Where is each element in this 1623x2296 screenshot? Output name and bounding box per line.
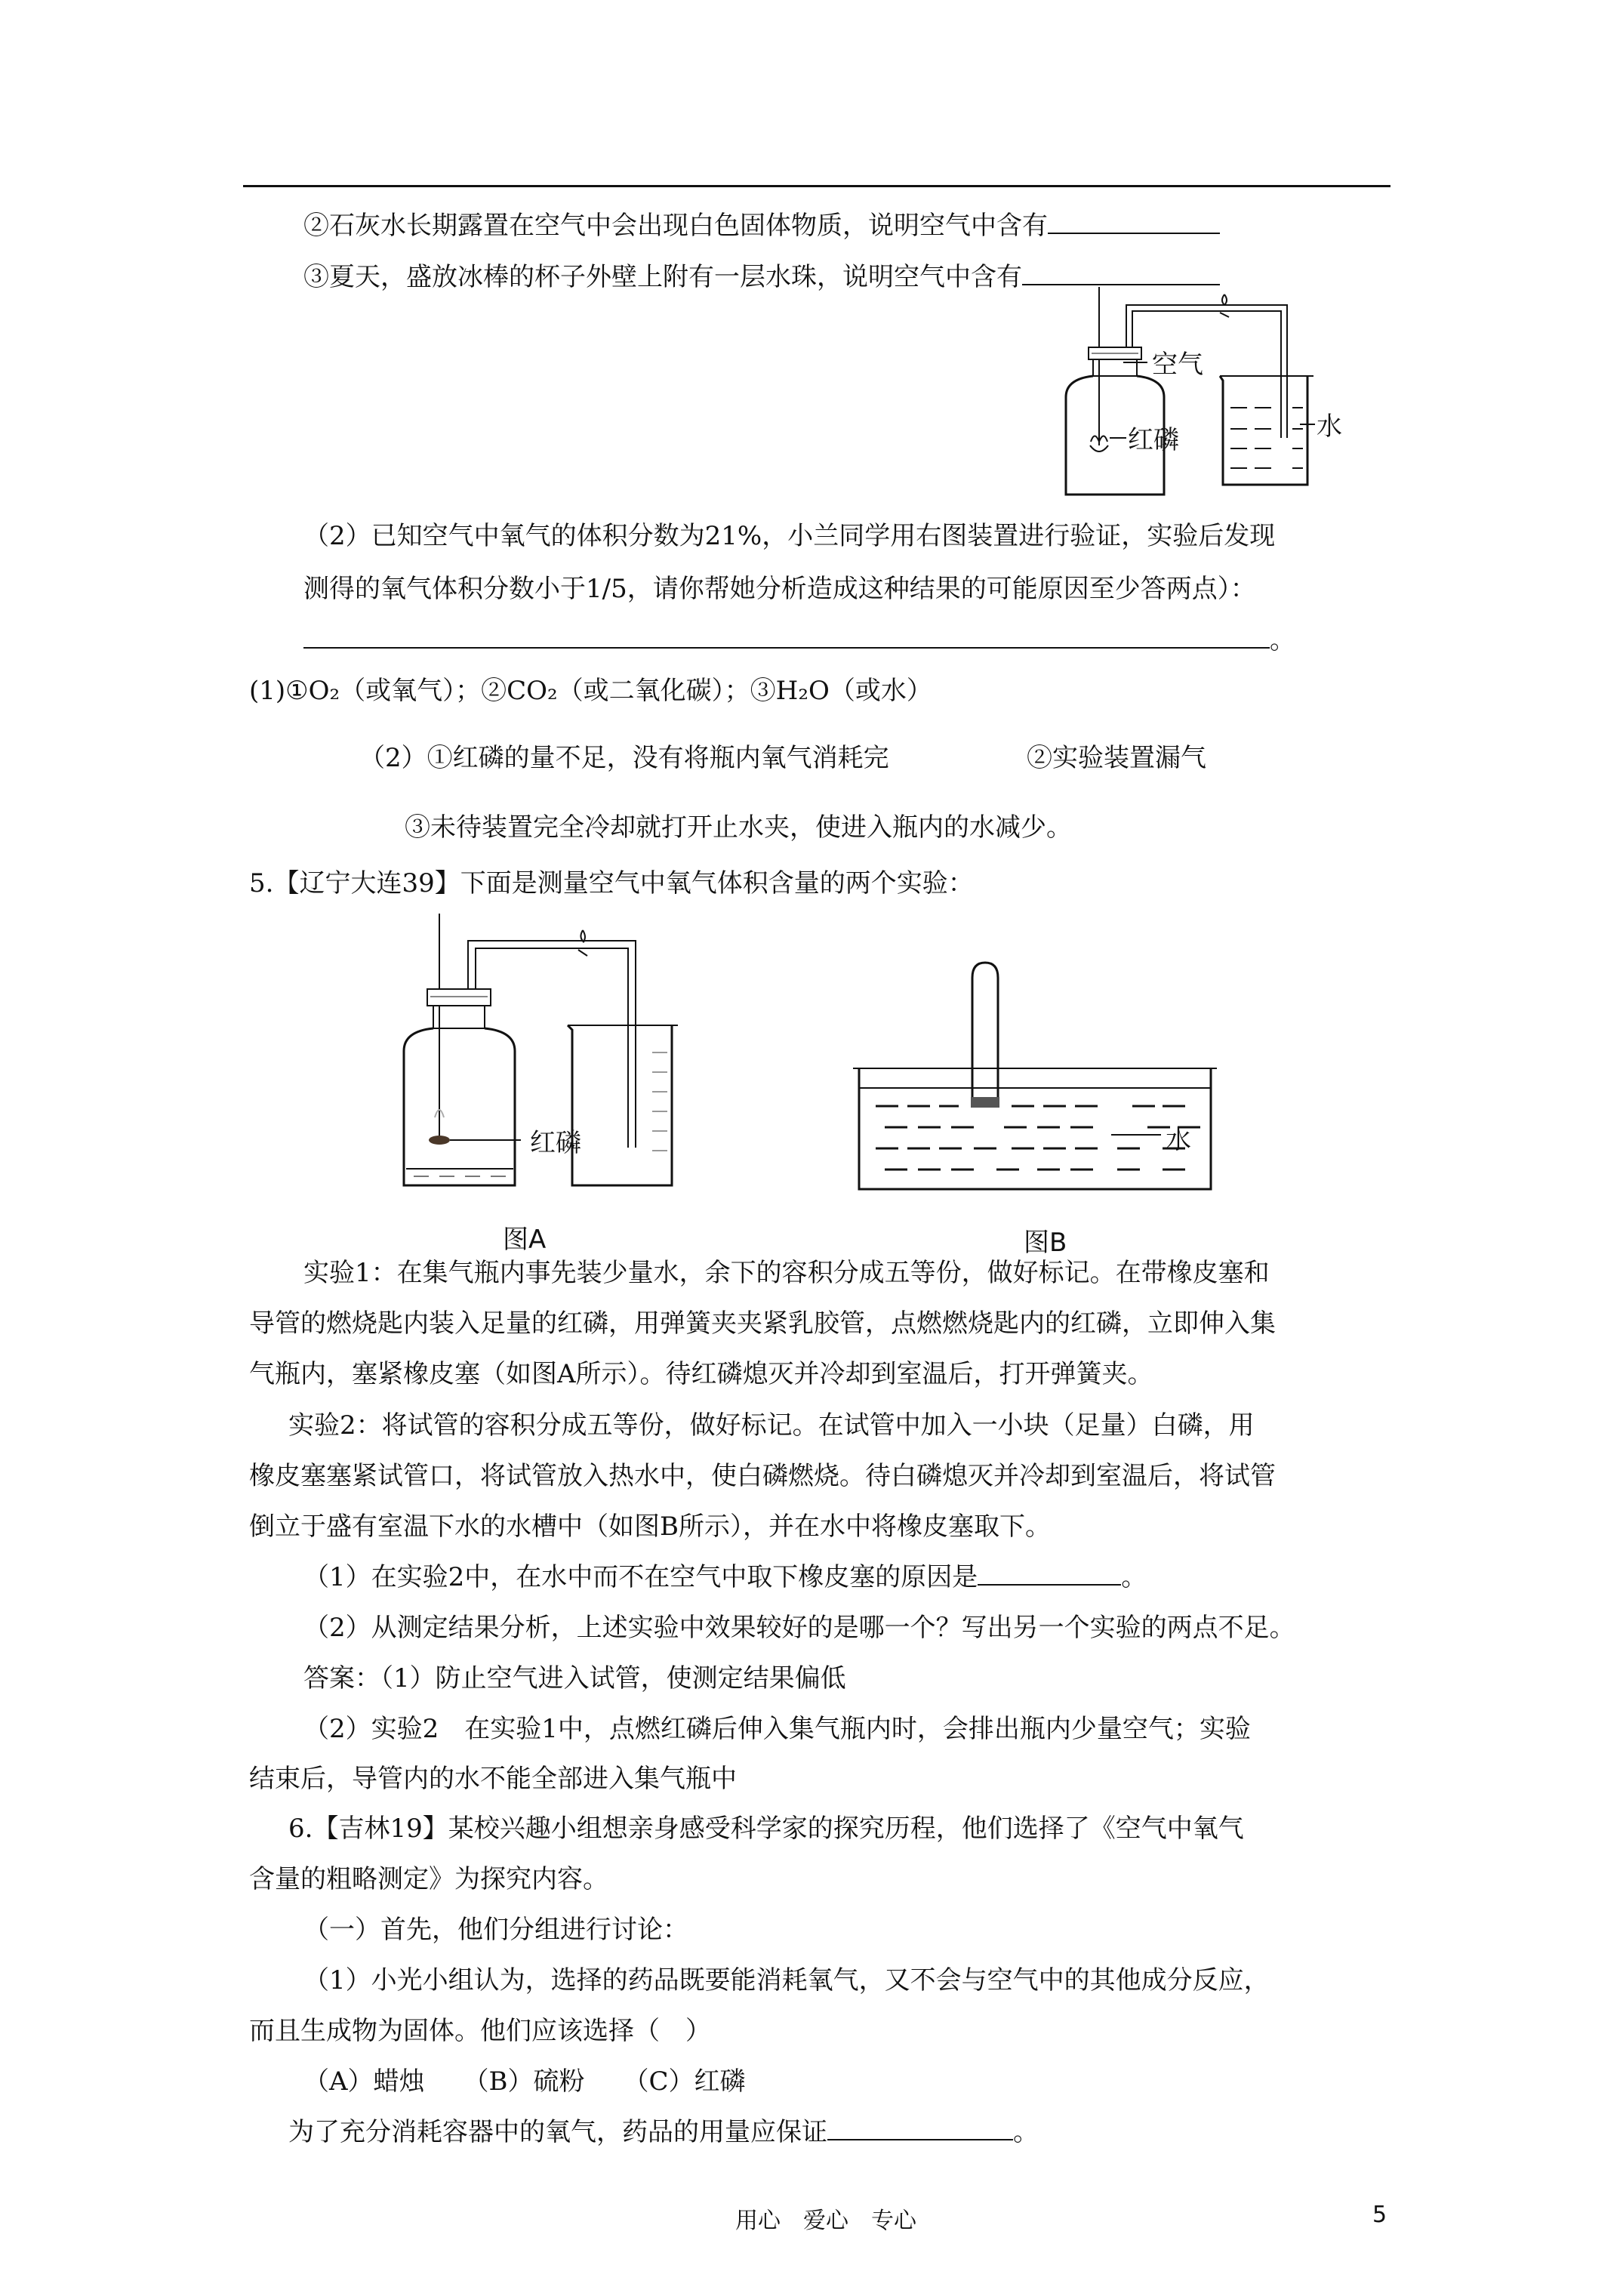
answer-blank: [303, 624, 1270, 649]
experiment-2-line1: 实验2：将试管的容积分成五等份，做好标记。在试管中加入一小块（足量）白磷，用: [288, 1410, 1255, 1441]
footer-motto: 用心 爱心 专心: [735, 2208, 916, 2234]
question-2-line1: （2）已知空气中氧气的体积分数为21%，小兰同学用右图装置进行验证，实验后发现: [303, 521, 1276, 551]
question-6-amount: 为了充分消耗容器中的氧气，药品的用量应保证 。: [288, 2117, 1039, 2147]
question-6-options: （A）蜡烛 （B）硫粉 （C）红磷: [303, 2066, 746, 2097]
question-6-part1: （一）首先，他们分组进行讨论：: [303, 1915, 688, 1945]
question-h2o: ③夏天，盛放冰棒的杯子外壁上附有一层水珠，说明空气中含有: [303, 260, 1220, 294]
question-5-1: （1）在实验2中，在水中而不在空气中取下橡皮塞的原因是 。: [303, 1562, 1147, 1592]
answer-1: (1)①O₂（或氧气）；②CO₂（或二氧化碳）；③H₂O（或水）: [249, 676, 932, 706]
answer-blank: [978, 1561, 1121, 1586]
label-air: 空气: [1152, 350, 1203, 380]
question-6-1-line2: 而且生成物为固体。他们应该选择（ ）: [249, 2016, 711, 2046]
experiment-1-line2: 导管的燃烧匙内装入足量的红磷，用弹簧夹夹紧乳胶管，点燃燃烧匙内的红磷，立即伸入集: [249, 1308, 1276, 1339]
experiment-2-line2: 橡皮塞塞紧试管口，将试管放入热水中，使白磷燃烧。待白磷熄灭并冷却到室温后，将试管: [249, 1461, 1276, 1491]
answer-2c: ③未待装置完全冷却就打开止水夹，使进入瓶内的水减少。: [405, 812, 1072, 843]
figure-b-label-water: 水: [1166, 1125, 1191, 1155]
figure-b: [845, 955, 1238, 1197]
question-co2: ②石灰水长期露置在空气中会出现白色固体物质，说明空气中含有: [303, 209, 1220, 242]
answer-5-2-line1: （2）实验2 在实验1中，点燃红磷后伸入集气瓶内时，会排出瓶内少量空气；实验: [303, 1714, 1251, 1744]
apparatus-figure-top: [1049, 287, 1351, 502]
figure-a-label-phosphorus: 红磷: [530, 1128, 581, 1158]
question-5-2: （2）从测定结果分析，上述实验中效果较好的是哪一个？写出另一个实验的两点不足。: [303, 1613, 1295, 1643]
experiment-1-line3: 气瓶内，塞紧橡皮塞（如图A所示）。待红磷熄灭并冷却到室温后，打开弹簧夹。: [249, 1359, 1153, 1389]
question-2-answer-line: 。: [303, 624, 1295, 657]
answer-2b: ②实验装置漏气: [1027, 743, 1206, 773]
question-5-title: 5.【辽宁大连39】下面是测量空气中氧气体积含量的两个实验：: [249, 868, 974, 898]
question-6-1-line1: （1）小光小组认为，选择的药品既要能消耗氧气，又不会与空气中的其他成分反应，: [303, 1965, 1270, 1996]
answer-2a: （2）①红磷的量不足，没有将瓶内氧气消耗完: [359, 743, 889, 773]
answer-blank: [827, 2116, 1013, 2140]
answer-5-1: 答案：（1）防止空气进入试管，使测定结果偏低: [303, 1663, 846, 1693]
header-rule: [243, 185, 1390, 187]
question-2-line2: 测得的氧气体积分数小于1/5，请你帮她分析造成这种结果的可能原因至少答两点）：: [303, 574, 1256, 604]
label-water: 水: [1317, 411, 1342, 442]
answer-5-2-line2: 结束后，导管内的水不能全部进入集气瓶中: [249, 1764, 737, 1794]
question-6-line2: 含量的粗略测定》为探究内容。: [249, 1864, 608, 1894]
question-6-line1: 6.【吉林19】某校兴趣小组想亲身感受科学家的探究历程，他们选择了《空气中氧气: [288, 1814, 1244, 1844]
answer-blank: [1048, 210, 1220, 234]
page-number: 5: [1372, 2202, 1387, 2228]
label-red-phosphorus: 红磷: [1128, 425, 1179, 455]
experiment-1-line1: 实验1：在集气瓶内事先装少量水，余下的容积分成五等份，做好标记。在带橡皮塞和: [303, 1258, 1270, 1288]
figure-a-caption: 图A: [503, 1225, 547, 1255]
answer-blank: [1022, 261, 1220, 285]
figure-b-caption: 图B: [1024, 1228, 1067, 1258]
experiment-2-line3: 倒立于盛有室温下水的水槽中（如图B所示），并在水中将橡皮塞取下。: [249, 1512, 1051, 1542]
